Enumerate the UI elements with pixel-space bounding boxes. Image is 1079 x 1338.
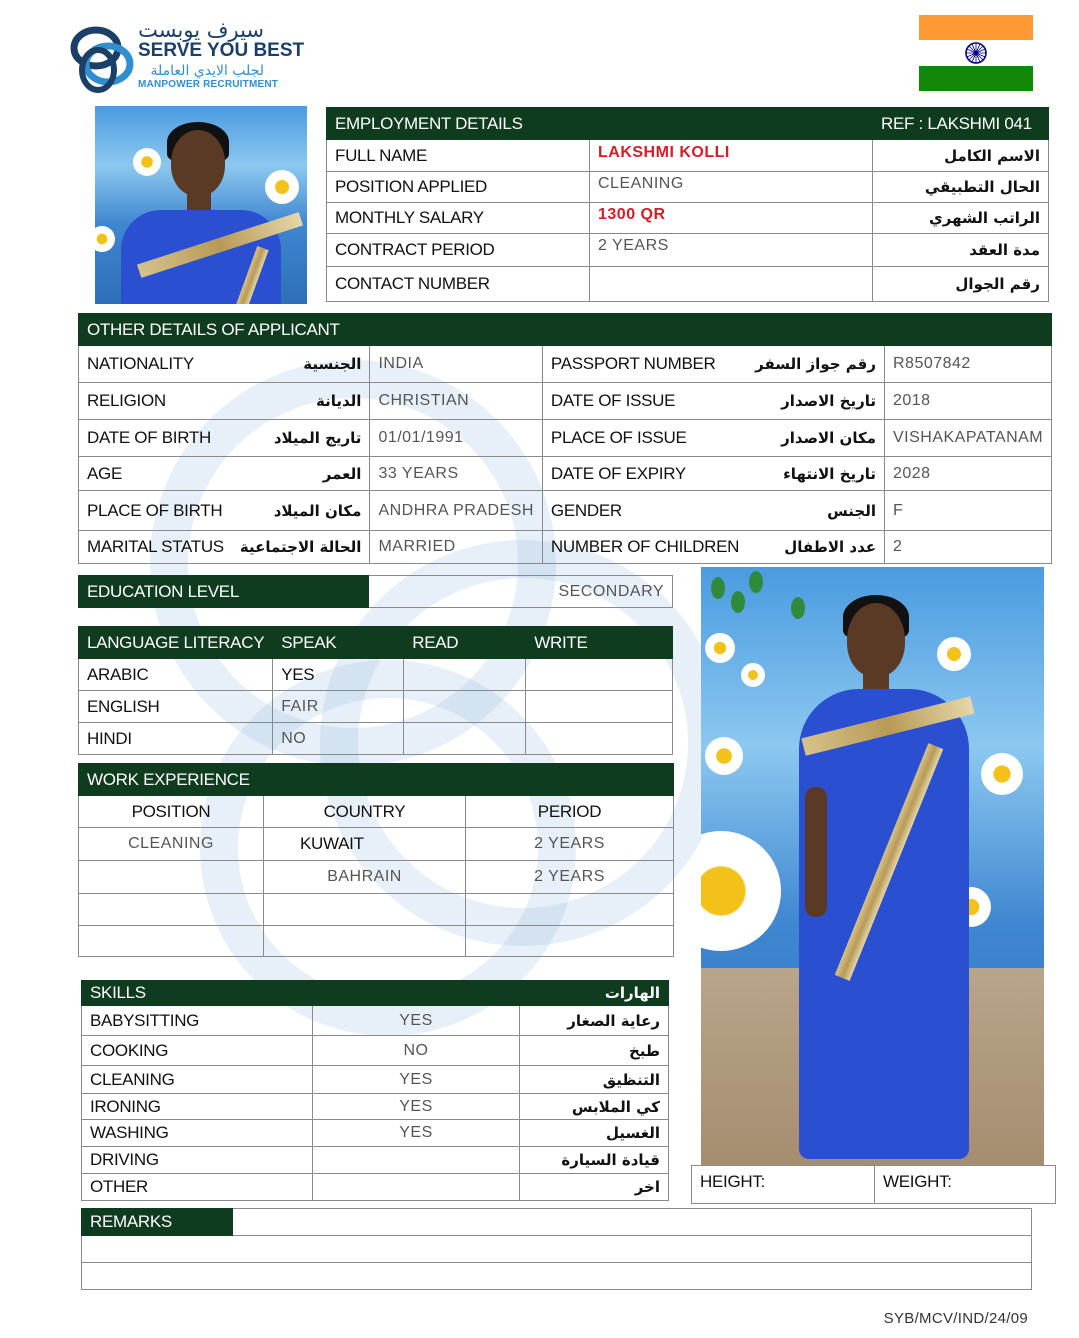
skill-value: [313, 1147, 520, 1174]
skill-name: COOKING: [82, 1036, 313, 1066]
detail-arabic-label: مكان الاصدار: [747, 420, 884, 457]
logo-arabic-name: سيرف يوبست: [138, 18, 264, 42]
height-label: HEIGHT:: [700, 1172, 765, 1191]
skill-row: [82, 1174, 669, 1201]
skills-header: SKILLS: [82, 981, 313, 1006]
work-row: [79, 861, 674, 894]
employment-row: [327, 172, 1049, 203]
other-details-row: [79, 457, 1052, 491]
language-speak: NO: [273, 723, 404, 755]
detail-arabic-label: مكان الميلاد: [232, 491, 370, 531]
detail-label: GENDER: [542, 491, 747, 531]
detail-arabic-label: تاريج الميلاد: [232, 420, 370, 457]
detail-value: ANDHRA PRADESH: [370, 491, 542, 531]
applicant-photo-full: [701, 567, 1044, 1165]
language-name: HINDI: [79, 723, 273, 755]
employment-label: CONTRACT PERIOD: [327, 234, 590, 267]
remarks-line: [82, 1263, 1032, 1290]
detail-value: CHRISTIAN: [370, 383, 542, 420]
remarks-value: [233, 1209, 1032, 1236]
detail-value: INDIA: [370, 346, 542, 383]
detail-label: DATE OF EXPIRY: [542, 457, 747, 491]
detail-value: 33 YEARS: [370, 457, 542, 491]
employment-arabic-label: الراتب الشهري: [873, 203, 1049, 234]
skill-value: NO: [313, 1036, 520, 1066]
employment-label: MONTHLY SALARY: [327, 203, 590, 234]
work-position: [79, 894, 264, 926]
detail-arabic-label: عدد الاطفال: [747, 531, 884, 564]
detail-label: PASSPORT NUMBER: [542, 346, 747, 383]
work-country: [264, 926, 466, 957]
other-details-row: [79, 420, 1052, 457]
measurements-table: [691, 1165, 1056, 1204]
skill-value: YES: [313, 1120, 520, 1147]
skill-name: DRIVING: [82, 1147, 313, 1174]
work-row: [79, 828, 674, 861]
work-period: 2 YEARS: [466, 828, 674, 861]
detail-arabic-label: رقم جواز السفر: [747, 346, 884, 383]
footer-reference-code: SYB/MCV/IND/24/09: [883, 1310, 1028, 1327]
detail-label: RELIGION: [79, 383, 232, 420]
work-period: 2 YEARS: [466, 861, 674, 894]
company-logo: [68, 18, 305, 98]
other-details-row: [79, 531, 1052, 564]
detail-label: MARITAL STATUS: [79, 531, 232, 564]
skill-arabic: التنظيق: [520, 1066, 669, 1094]
language-write: [526, 723, 673, 755]
detail-arabic-label: الحالة الاجتماعية: [232, 531, 370, 564]
india-flag: [919, 15, 1033, 91]
work-row: [79, 926, 674, 957]
detail-label: DATE OF BIRTH: [79, 420, 232, 457]
detail-arabic-label: تاريخ الاصدار: [747, 383, 884, 420]
other-details-row: [79, 491, 1052, 531]
language-read: [404, 659, 526, 691]
employment-row: [327, 203, 1049, 234]
language-row: [79, 659, 673, 691]
work-country: [264, 894, 466, 926]
skill-value: YES: [313, 1066, 520, 1094]
remarks-label: REMARKS: [82, 1209, 233, 1236]
other-details-row: [79, 346, 1052, 383]
employment-arabic-label: مدة العقد: [873, 234, 1049, 267]
skill-arabic: اخر: [520, 1174, 669, 1201]
skill-value: [313, 1174, 520, 1201]
detail-arabic-label: تاريخ الانتهاء: [747, 457, 884, 491]
work-position: CLEANING: [79, 828, 264, 861]
language-name: ARABIC: [79, 659, 273, 691]
employment-value: [590, 267, 873, 302]
skill-arabic: رعاية الصغار: [520, 1006, 669, 1036]
speak-header: SPEAK: [273, 627, 404, 659]
work-country: KUWAIT: [264, 828, 466, 861]
detail-label: PLACE OF ISSUE: [542, 420, 747, 457]
skill-row: [82, 1120, 669, 1147]
work-country: BAHRAIN: [264, 861, 466, 894]
employment-label: FULL NAME: [327, 140, 590, 172]
skill-name: IRONING: [82, 1094, 313, 1120]
language-row: [79, 691, 673, 723]
logo-arabic-tagline: لجلب الايدي العاملة: [150, 63, 264, 79]
detail-label: AGE: [79, 457, 232, 491]
skill-arabic: كي الملابس: [520, 1094, 669, 1120]
employment-details-table: [326, 107, 1049, 302]
language-row: [79, 723, 673, 755]
weight-label: WEIGHT:: [883, 1172, 952, 1191]
write-header: WRITE: [526, 627, 673, 659]
employment-row: [327, 234, 1049, 267]
read-header: READ: [404, 627, 526, 659]
work-period: [466, 894, 674, 926]
employment-value: 2 YEARS: [590, 234, 873, 267]
detail-label: NATIONALITY: [79, 346, 232, 383]
height-field: [692, 1166, 875, 1204]
detail-value: 2028: [884, 457, 1051, 491]
detail-label: PLACE OF BIRTH: [79, 491, 232, 531]
logo-english-name: SERVE YOU BEST: [138, 40, 305, 61]
skill-arabic: الغسيل: [520, 1120, 669, 1147]
detail-value: F: [884, 491, 1051, 531]
detail-value: 2: [884, 531, 1051, 564]
detail-value: VISHAKAPATANAM: [884, 420, 1051, 457]
detail-value: R8507842: [884, 346, 1051, 383]
detail-arabic-label: الديانة: [232, 383, 370, 420]
skill-name: BABYSITTING: [82, 1006, 313, 1036]
other-details-header: OTHER DETAILS OF APPLICANT: [79, 314, 543, 346]
applicant-photo-small: [95, 106, 307, 304]
detail-arabic-label: الجنس: [747, 491, 884, 531]
language-table: [78, 626, 673, 755]
employment-value: LAKSHMI KOLLI: [590, 140, 873, 172]
detail-label: NUMBER OF CHILDREN: [542, 531, 747, 564]
skill-arabic: قيادة السيارة: [520, 1147, 669, 1174]
work-period: [466, 926, 674, 957]
skill-row: [82, 1036, 669, 1066]
ashoka-chakra-icon: [964, 41, 988, 65]
language-name: ENGLISH: [79, 691, 273, 723]
education-label: EDUCATION LEVEL: [79, 576, 369, 608]
skill-row: [82, 1006, 669, 1036]
skills-header-arabic: الهارات: [604, 983, 660, 1002]
language-read: [404, 723, 526, 755]
skill-name: CLEANING: [82, 1066, 313, 1094]
period-column-header: PERIOD: [466, 796, 674, 828]
language-read: [404, 691, 526, 723]
detail-label: DATE OF ISSUE: [542, 383, 747, 420]
employment-row: [327, 140, 1049, 172]
skills-table: [81, 980, 669, 1201]
employment-details-header: EMPLOYMENT DETAILS: [327, 108, 873, 140]
skill-row: [82, 1066, 669, 1094]
language-speak: FAIR: [273, 691, 404, 723]
logo-english-tagline: MANPOWER RECRUITMENT: [138, 79, 279, 90]
detail-arabic-label: العمر: [232, 457, 370, 491]
country-column-header: COUNTRY: [264, 796, 466, 828]
language-header: LANGUAGE LITERACY: [79, 627, 273, 659]
detail-value: MARRIED: [370, 531, 542, 564]
remarks-line: [82, 1236, 1032, 1263]
employment-arabic-label: الحال التطبيقي: [873, 172, 1049, 203]
language-write: [526, 659, 673, 691]
employment-arabic-label: الاسم الكامل: [873, 140, 1049, 172]
detail-value: 01/01/1991: [370, 420, 542, 457]
employment-label: POSITION APPLIED: [327, 172, 590, 203]
weight-field: [875, 1166, 1056, 1204]
skill-name: OTHER: [82, 1174, 313, 1201]
detail-value: 2018: [884, 383, 1051, 420]
skill-arabic: طبخ: [520, 1036, 669, 1066]
language-speak: YES: [273, 659, 404, 691]
skill-row: [82, 1094, 669, 1120]
employment-arabic-label: رقم الجوال: [873, 267, 1049, 302]
education-table: [78, 575, 673, 608]
employment-row: [327, 267, 1049, 302]
remarks-table: [81, 1208, 1032, 1290]
employment-value: CLEANING: [590, 172, 873, 203]
work-row: [79, 894, 674, 926]
skill-value: YES: [313, 1006, 520, 1036]
work-experience-header: WORK EXPERIENCE: [79, 764, 264, 796]
skill-name: WASHING: [82, 1120, 313, 1147]
logo-knot-icon: [68, 18, 138, 96]
work-position: [79, 861, 264, 894]
language-write: [526, 691, 673, 723]
work-position: [79, 926, 264, 957]
skill-row: [82, 1147, 669, 1174]
employment-value: 1300 QR: [590, 203, 873, 234]
position-column-header: POSITION: [79, 796, 264, 828]
other-details-row: [79, 383, 1052, 420]
other-details-table: [78, 313, 1052, 564]
skill-value: YES: [313, 1094, 520, 1120]
employment-ref: REF : LAKSHMI 041: [873, 108, 1049, 140]
detail-arabic-label: الجنسية: [232, 346, 370, 383]
work-experience-table: [78, 763, 674, 957]
education-value: SECONDARY: [369, 576, 673, 608]
employment-label: CONTACT NUMBER: [327, 267, 590, 302]
